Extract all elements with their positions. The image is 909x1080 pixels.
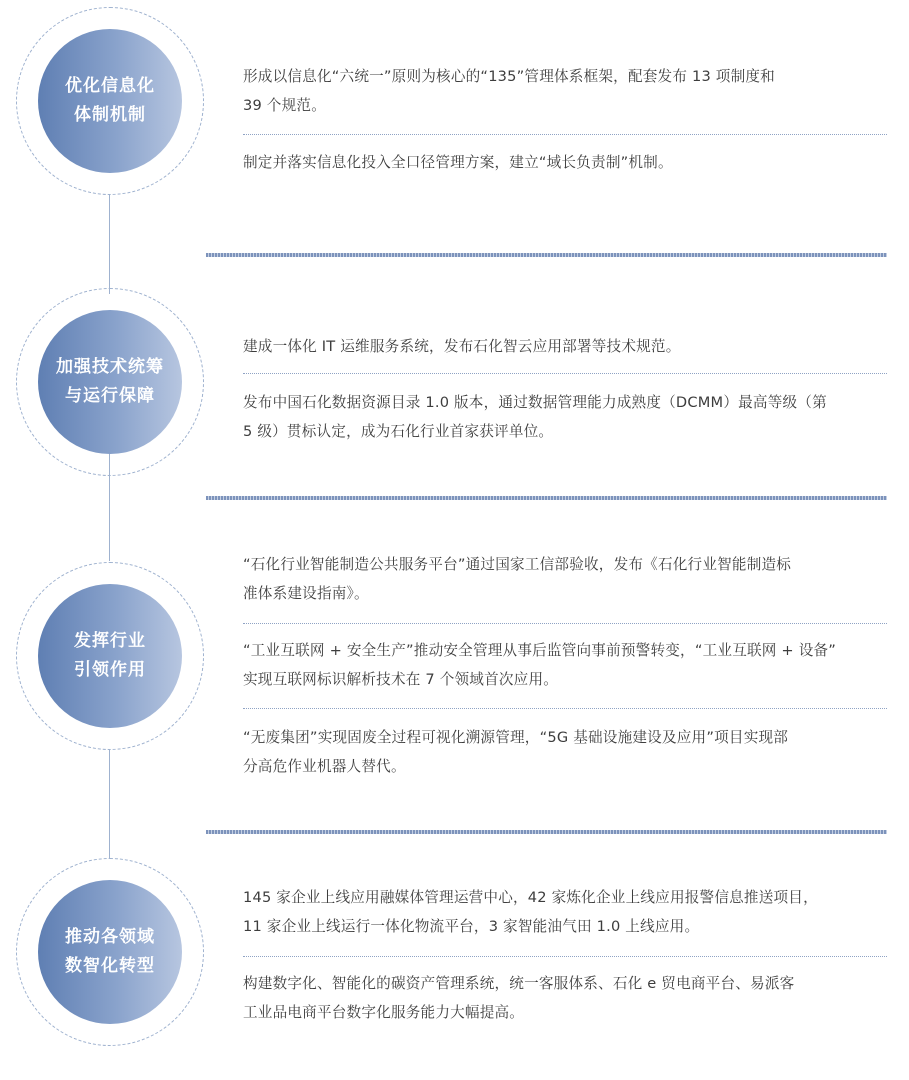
badge-line-1: 优化信息化 xyxy=(65,76,155,96)
item-divider xyxy=(243,134,887,135)
item-text: “石化行业智能制造公共服务平台”通过国家工信部验收，发布《石化行业智能制造标 准体系建设指南》。 xyxy=(243,556,792,602)
item-text: 发布中国石化数据资源目录 1.0 版本，通过数据管理能力成熟度（DCMM）最高等级（第 5 级）贯标认定，成为石化行业首家获评单位。 xyxy=(243,394,827,440)
badge-line-1: 加强技术统筹 xyxy=(56,357,164,377)
item-text: “无废集团”实现固废全过程可视化溯源管理，“5G 基础设施建设及应用”项目实现部 分高危作业机器人替代。 xyxy=(243,729,789,775)
section-badge xyxy=(38,310,182,454)
item-text: 145 家企业上线应用融媒体管理运营中心，42 家炼化企业上线应用报警信息推送项目， 11 家企业上线运行一体化物流平台，3 家智能油气田 1.0 上线应用。 xyxy=(243,889,818,935)
badge-line-2: 与运行保障 xyxy=(65,386,155,406)
item-divider xyxy=(243,623,887,624)
section-divider xyxy=(206,496,887,500)
item-divider xyxy=(243,956,887,957)
section-badge xyxy=(38,29,182,173)
section-badge xyxy=(38,584,182,728)
item-text: 形成以信息化“六统一”原则为核心的“135”管理体系框架，配套发布 13 项制度和 39 个规范。 xyxy=(243,68,775,114)
item-text: 构建数字化、智能化的碳资产管理系统，统一客服体系、石化 e 贸电商平台、易派客 工业品电商平台数字化服务能力大幅提高。 xyxy=(243,975,795,1021)
timeline-connector xyxy=(109,749,110,858)
badge-line-2: 引领作用 xyxy=(74,660,146,680)
item-text: “工业互联网 + 安全生产”推动安全管理从事后监管向事前预警转变，“工业互联网 + 设备” 实现互联网标识解析技术在 7 个领域首次应用。 xyxy=(243,642,837,688)
badge-line-2: 体制机制 xyxy=(74,105,146,125)
badge-line-1: 推动各领域 xyxy=(65,927,155,947)
section-divider xyxy=(206,830,887,834)
section-badge xyxy=(38,880,182,1024)
section-divider xyxy=(206,253,887,257)
badge-line-1: 发挥行业 xyxy=(74,631,146,651)
item-text: 建成一体化 IT 运维服务系统，发布石化智云应用部署等技术规范。 xyxy=(243,338,681,355)
badge-line-2: 数智化转型 xyxy=(65,956,155,976)
item-divider xyxy=(243,708,887,709)
item-text: 制定并落实信息化投入全口径管理方案，建立“域长负责制”机制。 xyxy=(243,154,673,171)
item-divider xyxy=(243,373,887,374)
timeline-connector xyxy=(109,194,110,294)
